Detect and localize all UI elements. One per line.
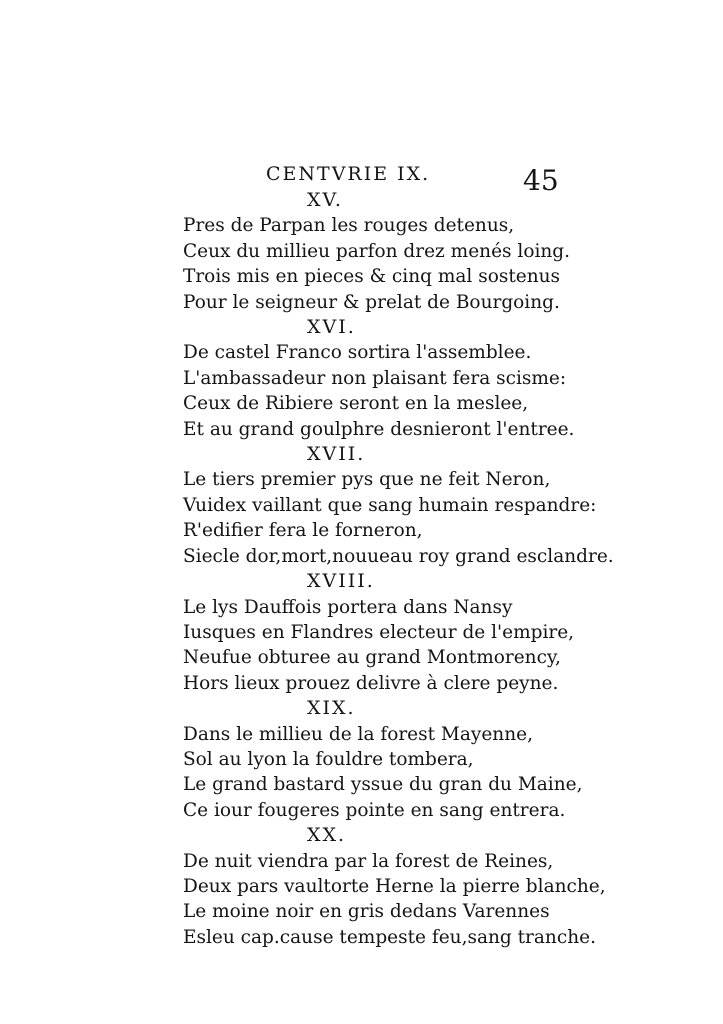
verse-line: L'ambassadeur non plaisant fera scisme: bbox=[183, 367, 567, 389]
page-number: 45 bbox=[523, 164, 559, 197]
verse-line: Et au grand goulphre desnieront l'entree. bbox=[183, 418, 575, 440]
verse-line: Deux pars vaultorte Herne la pierre blanche, bbox=[183, 875, 606, 897]
verse-line: Sol au lyon la fouldre tombera, bbox=[183, 748, 474, 770]
verse-line: Esleu cap.cause tempeste feu,sang tranche. bbox=[183, 926, 596, 948]
verse-line: De nuit viendra par la forest de Reines, bbox=[183, 850, 554, 872]
verse-line: Le grand bastard yssue du gran du Maine, bbox=[183, 774, 583, 796]
quatrain bbox=[183, 442, 614, 569]
page-body bbox=[183, 188, 614, 950]
quatrain bbox=[183, 823, 606, 950]
verse-line: Le tiers premier pys que ne feit Neron, bbox=[183, 469, 551, 491]
verse-line: Pour le seigneur & prelat de Bourgoing. bbox=[183, 291, 560, 313]
verse-line: Ceux de Ribiere seront en la meslee, bbox=[183, 393, 529, 415]
verse-line: Iusques en Flandres electeur de l'empire, bbox=[183, 621, 575, 643]
verse-line: Neufue obturee au grand Montmorency, bbox=[183, 647, 561, 669]
verse-line: R'edifier fera le forneron, bbox=[183, 520, 423, 542]
quatrain-numeral: XVIII. bbox=[307, 570, 375, 593]
quatrain-numeral: XX. bbox=[307, 824, 347, 847]
verse-line: Vuidex vaillant que sang humain respandre: bbox=[183, 494, 597, 516]
verse-line: Trois mis en pieces & cinq mal sostenus bbox=[183, 266, 561, 288]
quatrain bbox=[183, 188, 583, 315]
quatrain-numeral: XIX. bbox=[307, 697, 356, 720]
verse-line: Le moine noir en gris dedans Varennes bbox=[183, 901, 550, 923]
quatrain-numeral: XVII. bbox=[307, 443, 366, 466]
quatrain-numeral: XV. bbox=[307, 189, 343, 211]
verse-line: De castel Franco sortira l'assemblee. bbox=[183, 342, 532, 364]
running-title: CENTVRIE IX. bbox=[266, 163, 431, 185]
verse-line: Ce iour fougeres pointe en sang entrera. bbox=[183, 799, 566, 821]
quatrain bbox=[183, 569, 583, 696]
quatrain bbox=[183, 696, 583, 823]
verse-line: Hors lieux prouez delivre à clere peyne. bbox=[183, 672, 559, 694]
verse-line: Pres de Parpan les rouges detenus, bbox=[183, 215, 515, 237]
quatrain-numeral: XVI. bbox=[307, 316, 356, 339]
verse-line: Le lys Dauffois portera dans Nansy bbox=[183, 596, 513, 618]
verse-line: Ceux du millieu parfon drez menés loing. bbox=[183, 240, 571, 262]
verse-line: Dans le millieu de la forest Mayenne, bbox=[183, 723, 533, 745]
verse-line: Siecle dor,mort,nouueau roy grand esclandre. bbox=[183, 545, 614, 567]
quatrain bbox=[183, 315, 583, 442]
